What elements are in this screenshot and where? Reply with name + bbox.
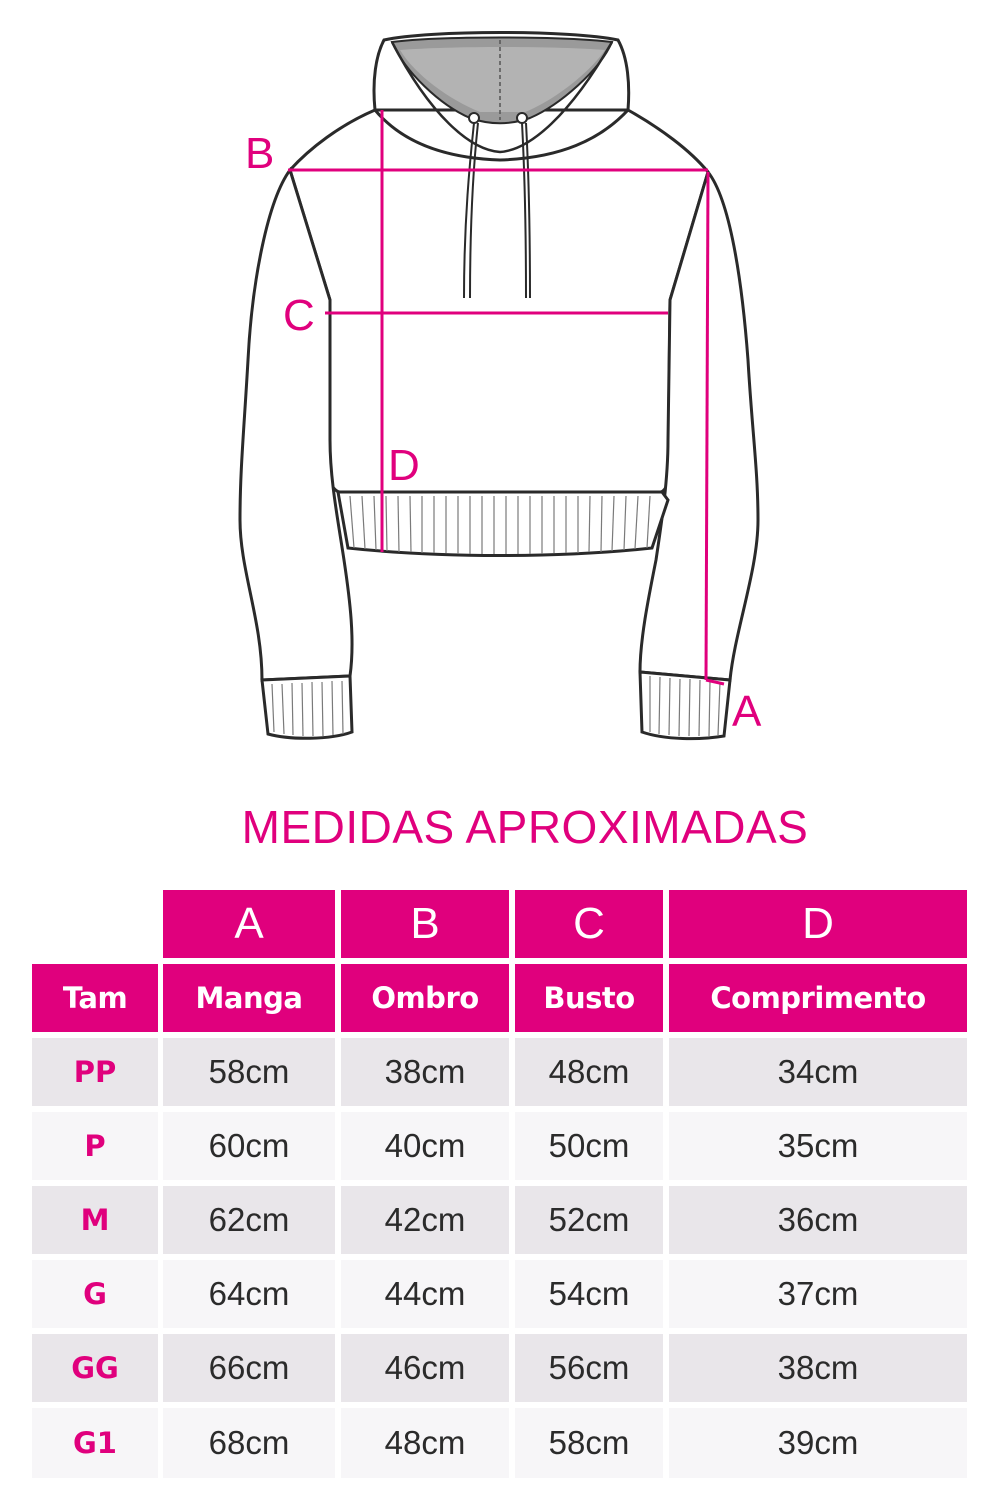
column-header-manga: Manga	[163, 964, 335, 1032]
table-cell-busto: 48cm	[515, 1038, 663, 1106]
page-title: MEDIDAS APROXIMADAS	[241, 801, 809, 853]
table-row-size: G	[32, 1260, 158, 1328]
table-row-size: GG	[32, 1334, 158, 1402]
table-cell-comprimento: 34cm	[669, 1038, 967, 1106]
table-cell-comprimento: 35cm	[669, 1112, 967, 1180]
dimension-label-b: B	[245, 129, 275, 178]
hoodie-hood	[374, 33, 629, 153]
hoodie-left-cuff	[262, 676, 352, 738]
table-cell-manga: 68cm	[163, 1408, 335, 1478]
column-letter-c: C	[515, 890, 663, 958]
table-row-size: P	[32, 1112, 158, 1180]
table-cell-busto: 56cm	[515, 1334, 663, 1402]
column-header-tam: Tam	[32, 964, 158, 1032]
table-cell-ombro: 42cm	[341, 1186, 509, 1254]
dimension-label-d: D	[388, 441, 420, 490]
table-row-size: G1	[32, 1408, 158, 1478]
table-cell-busto: 54cm	[515, 1260, 663, 1328]
table-cell-ombro: 40cm	[341, 1112, 509, 1180]
column-letter-d: D	[669, 890, 967, 958]
table-cell-ombro: 38cm	[341, 1038, 509, 1106]
table-cell-comprimento: 39cm	[669, 1408, 967, 1478]
table-row-size: M	[32, 1186, 158, 1254]
table-cell-comprimento: 36cm	[669, 1186, 967, 1254]
table-cell-busto: 58cm	[515, 1408, 663, 1478]
table-cell-manga: 64cm	[163, 1260, 335, 1328]
column-header-busto: Busto	[515, 964, 663, 1032]
table-cell-busto: 52cm	[515, 1186, 663, 1254]
column-letter-b: B	[341, 890, 509, 958]
hoodie-waistband	[338, 492, 668, 556]
column-letter-a: A	[163, 890, 335, 958]
measure-line-a	[706, 172, 708, 680]
table-cell-comprimento: 37cm	[669, 1260, 967, 1328]
dimension-label-a: A	[732, 687, 762, 736]
hoodie-body	[290, 110, 708, 492]
table-cell-ombro: 48cm	[341, 1408, 509, 1478]
column-header-ombro: Ombro	[341, 964, 509, 1032]
table-cell-ombro: 46cm	[341, 1334, 509, 1402]
dimension-label-c: C	[283, 291, 315, 340]
table-cell-manga: 66cm	[163, 1334, 335, 1402]
table-cell-comprimento: 38cm	[669, 1334, 967, 1402]
table-cell-ombro: 44cm	[341, 1260, 509, 1328]
table-cell-manga: 62cm	[163, 1186, 335, 1254]
table-cell-manga: 60cm	[163, 1112, 335, 1180]
table-cell-busto: 50cm	[515, 1112, 663, 1180]
column-header-comprimento: Comprimento	[669, 964, 967, 1032]
table-row-size: PP	[32, 1038, 158, 1106]
table-cell-manga: 58cm	[163, 1038, 335, 1106]
